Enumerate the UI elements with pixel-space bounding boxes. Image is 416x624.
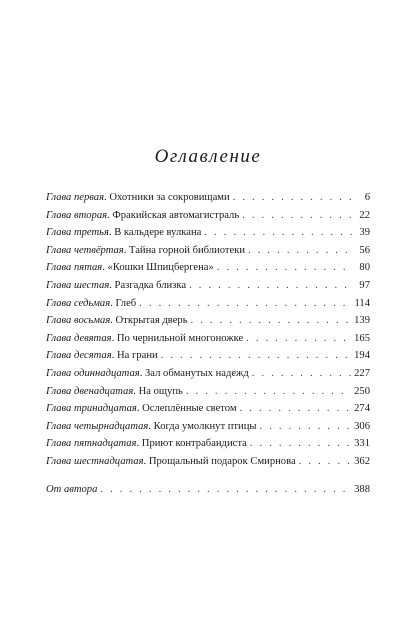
dot-leader — [250, 438, 351, 449]
page-number: 39 — [359, 227, 370, 239]
chapter-number: Глава четырнадцатая — [46, 420, 149, 432]
page-number: 250 — [354, 385, 370, 397]
toc-entry[interactable]: Глава девятая . По чернильной многоножке . . . 165 — [46, 333, 370, 351]
toc-entry[interactable]: Глава первая . Охотники за сокровищами . . . 6 — [46, 192, 370, 210]
chapter-number: Глава десятая — [46, 350, 112, 362]
chapter-number: Глава двенадцатая — [46, 385, 134, 397]
page-number: 331 — [354, 438, 370, 450]
afterword-label: От автора — [46, 483, 98, 495]
toc-entry[interactable]: Глава одиннадцатая . Зал обманутых надежд . . . 227 — [46, 368, 370, 386]
toc-title: Оглавление — [154, 146, 262, 167]
chapter-number: Глава тринадцатая — [46, 403, 137, 415]
chapter-number: Глава восьмая — [46, 315, 111, 327]
dot-leader — [186, 386, 351, 397]
chapter-number: Глава девятая — [46, 332, 112, 344]
chapter-name: «Кошки Шпицбергена» — [107, 262, 214, 274]
dot-leader — [189, 280, 353, 291]
chapter-name: Открытая дверь — [115, 315, 188, 327]
toc-entry[interactable]: Глава тринадцатая . Ослеплённые светом . . . 274 — [46, 403, 370, 421]
chapter-name: Зал обманутых надежд — [144, 367, 249, 379]
dot-leader — [139, 298, 351, 309]
page-number: 80 — [359, 262, 370, 274]
toc-entry[interactable]: Глава двенадцатая . На ощупь . . . 250 — [46, 386, 370, 404]
toc-entry[interactable]: Глава третья . В кальдере вулкана . . . 39 — [46, 227, 370, 245]
chapter-name: Разгадка близка — [114, 279, 187, 291]
chapter-number: Глава пятая — [46, 262, 103, 274]
chapter-name: Глеб — [115, 297, 137, 309]
toc-entry[interactable]: Глава восьмая . Открытая дверь . . . 139 — [46, 315, 370, 333]
dot-leader — [217, 262, 353, 273]
toc-entry[interactable]: Глава пятая . «Кошки Шпицбергена» . . . 80 — [46, 262, 370, 280]
toc-entry[interactable]: Глава четырнадцатая . Когда умолкнут птицы . . . 306 — [46, 421, 370, 439]
page-number: 139 — [354, 315, 370, 327]
page-number: 97 — [359, 279, 370, 291]
dot-leader — [204, 227, 353, 238]
dot-leader — [246, 333, 351, 344]
toc-entry[interactable]: Глава десятая . На грани . . . 194 — [46, 350, 370, 368]
page-number: 6 — [364, 192, 370, 203]
chapter-number: Глава пятнадцатая — [46, 438, 137, 450]
page-number: 165 — [354, 332, 370, 344]
dot-leader — [299, 456, 351, 467]
chapter-name: Охотники за сокровищами — [109, 192, 230, 203]
chapter-name: На ощупь — [138, 385, 183, 397]
page-number: 227 — [354, 367, 370, 379]
page-number: 22 — [359, 209, 370, 221]
chapter-name: Приют контрабандиста — [141, 438, 247, 450]
chapter-number: Глава третья — [46, 227, 109, 239]
chapter-number: Глава одиннадцатая — [46, 367, 140, 379]
dot-leader — [252, 368, 351, 379]
page-number: 274 — [354, 403, 370, 415]
page-number: 388 — [354, 483, 370, 495]
dot-leader — [191, 315, 352, 326]
chapter-number: Глава седьмая — [46, 297, 111, 309]
toc-entry-afterword[interactable] — [46, 484, 370, 502]
page-number: 362 — [354, 455, 370, 467]
chapter-name: Фракийская автомагистраль — [112, 209, 240, 221]
page-number: 306 — [354, 420, 370, 432]
dot-leader — [100, 484, 351, 495]
dot-leader — [161, 350, 351, 361]
toc-list — [46, 192, 370, 501]
dot-leader — [260, 421, 352, 432]
page-number: 56 — [359, 244, 370, 256]
toc-entry[interactable]: Глава шестнадцатая . Прощальный подарок Смирнова . . . 362 — [46, 456, 370, 474]
chapter-name: На грани — [116, 350, 158, 362]
dot-leader — [240, 403, 352, 414]
toc-entry[interactable]: Глава шестая . Разгадка близка . . . 97 — [46, 280, 370, 298]
chapter-name: В кальдере вулкана — [114, 227, 202, 239]
chapter-name: Когда умолкнут птицы — [153, 420, 257, 432]
toc-entry[interactable]: Глава седьмая . Глеб . . . 114 — [46, 298, 370, 316]
dot-leader — [242, 210, 353, 221]
toc-entry[interactable]: Глава пятнадцатая . Приют контрабандиста . . . 331 — [46, 438, 370, 456]
toc-entry[interactable]: Глава вторая . Фракийская автомагистраль . . . 22 — [46, 210, 370, 228]
chapter-number: Глава шестая — [46, 279, 110, 291]
chapter-name: По чернильной многоножке — [116, 332, 244, 344]
dot-leader — [233, 192, 353, 203]
dot-leader — [248, 245, 353, 256]
chapter-number: Глава вторая — [46, 209, 108, 221]
page-number: 194 — [354, 350, 370, 362]
chapter-number: Глава четвёртая — [46, 244, 124, 256]
chapter-name: Прощальный подарок Смирнова — [148, 455, 296, 467]
page-number: 114 — [354, 297, 370, 309]
toc-entry[interactable]: Глава четвёртая . Тайна горной библиотеки . . . 56 — [46, 245, 370, 263]
chapter-name: Тайна горной библиотеки — [129, 244, 246, 256]
chapter-number: Глава шестнадцатая — [46, 455, 144, 467]
chapter-number: Глава первая — [46, 192, 105, 203]
chapter-name: Ослеплённые светом — [142, 403, 237, 415]
